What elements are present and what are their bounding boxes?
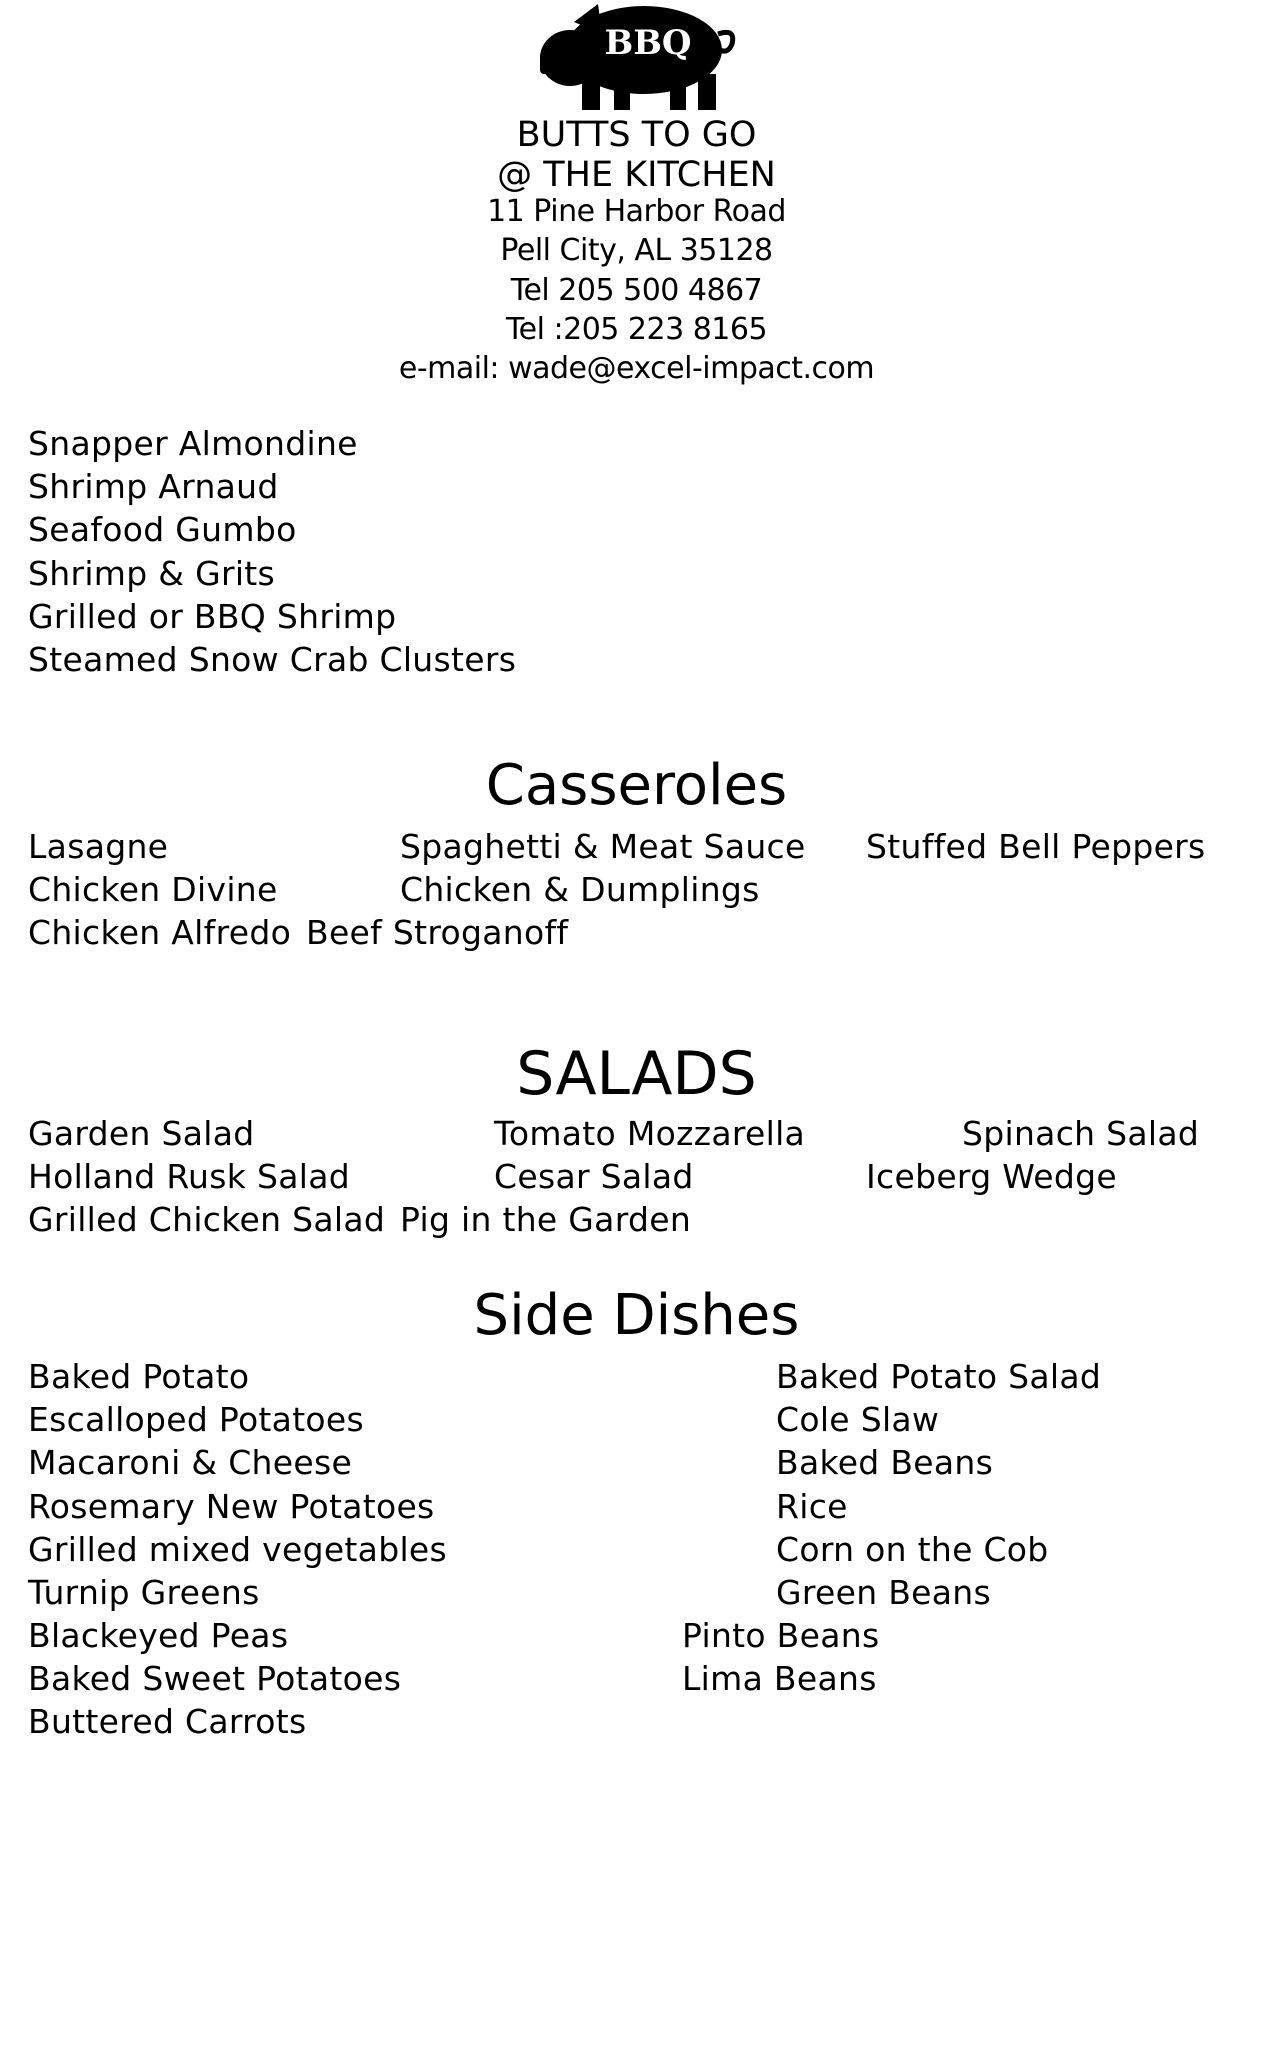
- menu-item: Garden Salad: [28, 1114, 255, 1153]
- phone-1: Tel 205 500 4867: [510, 273, 763, 308]
- menu-item: Turnip Greens: [28, 1573, 260, 1612]
- menu-item: Tomato Mozzarella: [494, 1114, 806, 1153]
- email-address: e-mail: wade@excel-impact.com: [398, 351, 875, 386]
- menu-item: Baked Potato Salad: [776, 1357, 1102, 1396]
- menu-item: Pig in the Garden: [400, 1200, 692, 1239]
- menu-item: Rosemary New Potatoes: [28, 1487, 435, 1526]
- menu-item: Spinach Salad: [962, 1114, 1200, 1153]
- menu-item: Iceberg Wedge: [866, 1157, 1117, 1196]
- menu-item: Steamed Snow Crab Clusters: [28, 640, 517, 679]
- menu-item: Lasagne: [28, 827, 169, 866]
- menu-item: Buttered Carrots: [28, 1702, 307, 1741]
- phone-2: Tel :205 223 8165: [505, 312, 768, 347]
- section-title-casseroles: Casseroles: [485, 753, 788, 818]
- business-location: @ THE KITCHEN: [497, 155, 776, 195]
- street-address: 11 Pine Harbor Road: [487, 194, 786, 229]
- menu-item: Beef Stroganoff: [306, 913, 569, 952]
- menu-item: Corn on the Cob: [776, 1530, 1049, 1569]
- logo-text: BBQ: [604, 23, 692, 63]
- menu-item: Cole Slaw: [776, 1400, 940, 1439]
- menu-item: Holland Rusk Salad: [28, 1157, 350, 1196]
- menu-item: Baked Potato: [28, 1357, 250, 1396]
- menu-item: Spaghetti & Meat Sauce: [400, 827, 806, 866]
- city-state-zip: Pell City, AL 35128: [500, 233, 773, 268]
- menu-item: Cesar Salad: [494, 1157, 694, 1196]
- menu-item: Chicken Alfredo: [28, 913, 292, 952]
- menu-item: Green Beans: [776, 1573, 991, 1612]
- menu-item: Blackeyed Peas: [28, 1616, 289, 1655]
- business-name: BUTTS TO GO: [516, 115, 757, 155]
- menu-item: Grilled Chicken Salad: [28, 1200, 386, 1239]
- menu-item: Lima Beans: [682, 1659, 877, 1698]
- menu-item: Shrimp Arnaud: [28, 467, 279, 506]
- menu-item: Baked Sweet Potatoes: [28, 1659, 402, 1698]
- menu-item: Pinto Beans: [682, 1616, 880, 1655]
- menu-item: Snapper Almondine: [28, 424, 358, 463]
- menu-item: Chicken & Dumplings: [400, 870, 760, 909]
- menu-item: Grilled or BBQ Shrimp: [28, 597, 397, 636]
- menu-item: Macaroni & Cheese: [28, 1443, 353, 1482]
- menu-item: Shrimp & Grits: [28, 554, 276, 593]
- menu-item: Stuffed Bell Peppers: [866, 827, 1206, 866]
- menu-item: Baked Beans: [776, 1443, 994, 1482]
- menu-item: Escalloped Potatoes: [28, 1400, 365, 1439]
- menu-item: Chicken Divine: [28, 870, 278, 909]
- menu-item: Seafood Gumbo: [28, 510, 297, 549]
- bbq-pig-logo: [540, 0, 740, 116]
- menu-item: Grilled mixed vegetables: [28, 1530, 448, 1569]
- section-title-salads: SALADS: [516, 1039, 757, 1109]
- section-title-side-dishes: Side Dishes: [473, 1283, 800, 1348]
- menu-item: Rice: [776, 1487, 848, 1526]
